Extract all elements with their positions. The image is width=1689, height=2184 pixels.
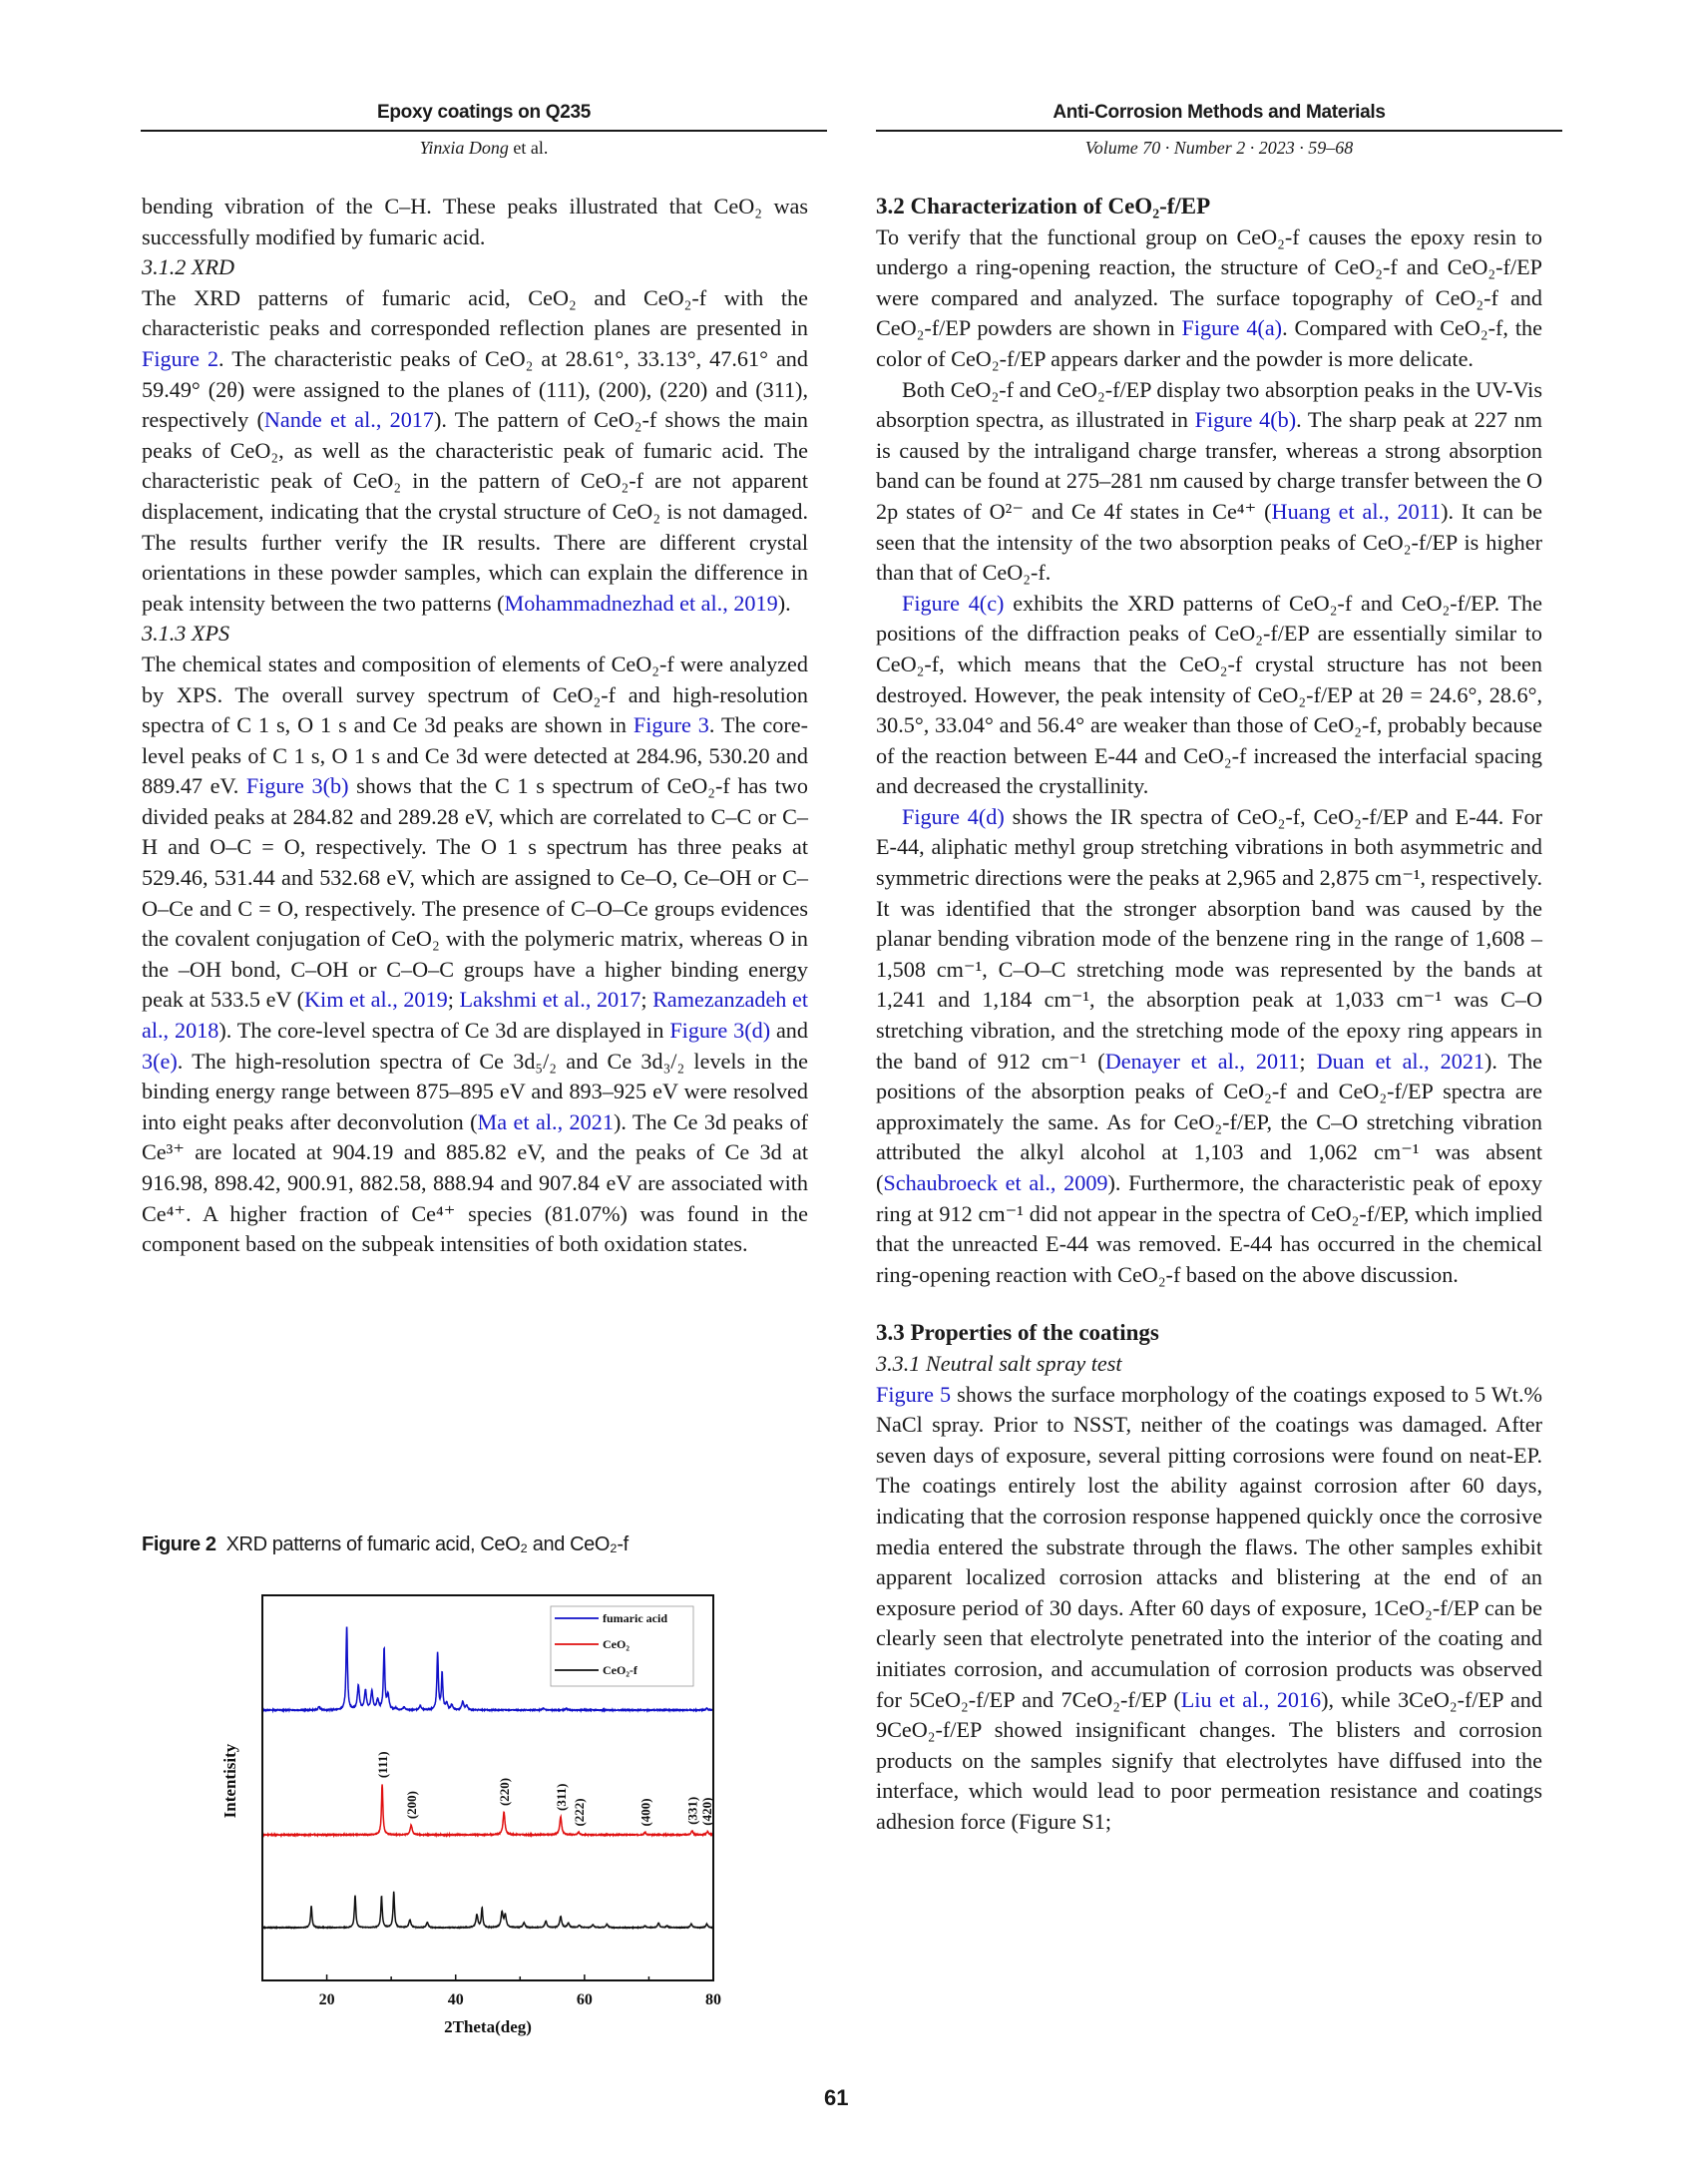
paragraph: Both CeO₂-f and CeO₂-f/EP display two absorption peaks in the UV-Vis absorption spectra, as illustrated in Figure 4(b). The sharp peak at 227 nm is caused by the intraligand charge transfer, whereas a strong absorption band can be found at 275–281 nm caused by charge transfer between the O 2p states of O²⁻ and Ce 4f states in Ce⁴⁺ (Huang et al., 2011). It can be seen that the intensity of the two absorption peaks of CeO₂-f/EP is higher than that of CeO₂-f. [876,376,1542,586]
legend-label: fumaric acid [603,1611,667,1625]
citation-link[interactable]: Liu et al., 2016 [1180,1686,1322,1712]
figure-link[interactable]: Figure 3(b) [245,773,349,799]
author-line: Yinxia Dong et al. [419,138,549,158]
figure-link[interactable]: Figure 5 [876,1381,952,1407]
series-line-2 [262,1892,713,1929]
figure-link[interactable]: Figure 3(d) [669,1018,771,1044]
peak-label: (222) [572,1798,588,1827]
citation-link[interactable]: Nande et al., 2017 [263,407,434,433]
citation-link[interactable]: Schaubroeck et al., 2009 [883,1170,1108,1195]
figure-link[interactable]: Figure 4(c) [902,590,1005,616]
figure-caption-text: XRD patterns of fumaric acid, CeO₂ and CeO₂-f [225,1533,629,1555]
right-column [876,192,1542,1837]
x-tick-label: 20 [318,1991,335,2008]
subsection-heading-3-3-1: 3.3.1 Neutral salt spray test [876,1350,1122,1376]
citation-link[interactable]: Ramezanzadeh et al., 2018 [142,987,808,1044]
paragraph-xrd: The XRD patterns of fumaric acid, CeO₂ and CeO₂-f with the characteristic peaks and corresponded reflection planes are presented in Figure 2. The characteristic peaks of CeO₂ at 28.61°, 33.13°, 47.61° and 59.49° (2θ) were assigned to the planes of (111), (200), (220) and (311), respectively (Nande et al., 2017). The pattern of CeO₂-f shows the main peaks of CeO₂, as well as the characteristic peak of fumaric acid. The characteristic peak of CeO₂ in the pattern of CeO₂-f are not apparent displacement, indicating that the crystal structure of CeO₂ is not damaged. The results further verify the IR results. There are different crystal orientations in these powder samples, which can explain the difference in peak intensity between the two patterns (Mohammadnezhad et al., 2019). [142,284,809,616]
citation-link[interactable]: Kim et al., 2019 [304,987,448,1013]
y-axis-label: Intentisity [220,1743,239,1819]
x-tick-label: 60 [576,1991,593,2008]
left-column [142,192,808,1260]
figure-link[interactable]: Figure 2 [142,345,219,371]
figure-label: Figure 2 [142,1533,216,1555]
section-heading-3-3: 3.3 Properties of the coatings [876,1320,1159,1346]
legend [551,1606,693,1686]
paragraph-xps: The chemical states and composition of elements of CeO₂-f were analyzed by XPS. The overall survey spectrum of CeO₂-f and high-resolution spectra of C 1 s, O 1 s and Ce 3d peaks are shown in Figure 3. The core-level peaks of C 1 s, O 1 s and Ce 3d were detected at 284.96, 530.20 and 889.47 eV. Figure 3(b) shows that the C 1 s spectrum of CeO₂-f has two divided peaks at 284.82 and 289.28 eV, which are correlated to C–C or C–H and O–C = O, respectively. The O 1 s spectrum has three peaks at 529.46, 531.44 and 532.68 eV, which are assigned to Ce–O, Ce–OH or C–O–Ce and C = O, respectively. The presence of C–O–Ce groups evidences the covalent conjugation of CeO₂ with the polymeric matrix, whereas O in the –OH bond, C–OH or C–O–C groups have a higher binding energy peak at 533.5 eV (Kim et al., 2019; Lakshmi et al., 2017; Ramezanzadeh et al., 2018). The core-level spectra of Ce 3d are displayed in Figure 3(d) and 3(e). The high-resolution spectra of Ce 3d₅/₂ and Ce 3d₃/₂ levels in the binding energy range between 875–895 eV and 893–925 eV were resolved into eight peaks after deconvolution (Ma et al., 2021). The Ce 3d peaks of Ce³⁺ are located at 904.19 and 885.82 eV, and the peaks of Ce 3d at 916.98, 898.42, 900.91, 882.58, 888.94 and 907.84 eV are associated with Ce⁴⁺. A higher fraction of Ce⁴⁺ species (81.07%) was found in the component based on the subpeak intensities of both oxidation states. [142,651,808,1257]
citation-link[interactable]: Huang et al., 2011 [1271,498,1442,524]
citation-link[interactable]: Lakshmi et al., 2017 [459,987,641,1013]
peak-label: (331) [684,1796,700,1825]
figure-link[interactable]: Figure 4(d) [902,803,1005,829]
citation-link[interactable]: Denayer et al., 2011 [1104,1048,1300,1074]
paragraph: bending vibration of the C–H. These peaks illustrated that CeO₂ was successfully modified by fumaric acid. [142,194,808,249]
running-header-left [141,102,827,159]
peak-label: (220) [497,1777,513,1807]
x-tick-label: 40 [447,1991,464,2008]
peak-label: (311) [553,1783,569,1811]
peak-label: (400) [637,1798,653,1827]
figure-link[interactable]: 3(e) [142,1048,178,1074]
section-heading-3-2: 3.2 Characterization of CeO₂-f/EP [876,194,1211,218]
journal-title: Anti-Corrosion Methods and Materials [876,102,1562,132]
subsection-heading-xps: 3.1.3 XPS [142,621,230,647]
x-axis-label: 2Theta(deg) [444,2017,532,2036]
citation-link[interactable]: Duan et al., 2021 [1316,1048,1485,1074]
short-title: Epoxy coatings on Q235 [141,102,827,132]
paragraph: To verify that the functional group on CeO₂-f causes the epoxy resin to undergo a ring-opening reaction, the structure of CeO₂-f and CeO₂-f/EP were compared and analyzed. The surface topography of CeO₂-f and CeO₂-f/EP powders are shown in Figure 4(a). Compared with CeO₂-f, the color of CeO₂-f/EP appears darker and the powder is more delicate. [876,223,1542,371]
peak-label: (420) [698,1797,714,1826]
paragraph: Figure 5 shows the surface morphology of the coatings exposed to 5 Wt.% NaCl spray. Prior to NSST, neither of the coatings was damaged. After seven days of exposure, several pitting corrosions were found on neat-EP. The coatings entirely lost the ability against corrosion after 60 days, indicating that the corrosion response happened quickly once the corrosive media entered the substrate through the flaws. The other samples exhibit apparent localized corrosion attacks and blistering at the end of an exposure period of 30 days. After 60 days of exposure, 1CeO₂-f/EP can be clearly seen that electrolyte penetrated into the interior of the coating and initiates corrosion, and accumulation of corrosion products was observed for 5CeO₂-f/EP and 7CeO₂-f/EP (Liu et al., 2016), while 3CeO₂-f/EP and 9CeO₂-f/EP showed insignificant changes. The blisters and corrosion products on the samples signify that electrolytes have diffused into the interface, which would lead to poor permeation resistance and coatings adhesion force (Figure S1; [876,1381,1542,1834]
x-tick-label: 80 [705,1991,721,2008]
figure-link[interactable]: Figure 3 [633,712,709,738]
figure-link[interactable]: Figure 4(b) [1194,407,1297,433]
journal-meta: Volume 70 · Number 2 · 2023 · 59–68 [1084,138,1354,158]
legend-label: CeO₂ [603,1637,630,1651]
peak-label: (111) [375,1751,391,1779]
running-header-right [876,102,1562,159]
page-number: 61 [824,2085,849,2110]
paragraph: Figure 4(d) shows the IR spectra of CeO₂-f, CeO₂-f/EP and E-44. For E-44, aliphatic methyl group stretching vibrations in both asymmetric and symmetric directions were the peaks at 2,965 and 2,875 cm⁻¹, respectively. It was identified that the stronger absorption band was caused by the planar bending vibration mode of the benzene ring in the range of 1,608 – 1,508 cm⁻¹, C–O–C stretching mode was represented by the bands at 1,241 and 1,184 cm⁻¹, the absorption peak at 1,033 cm⁻¹ was C–O stretching vibration, and the stretching mode of the epoxy ring appears in the band of 912 cm⁻¹ (Denayer et al., 2011; Duan et al., 2021). The positions of the absorption peaks of CeO₂-f and CeO₂-f/EP spectra are approximately the same. As for CeO₂-f/EP, the C–O stretching vibration attributed the alkyl alcohol at 1,103 and 1,062 cm⁻¹ was absent (Schaubroeck et al., 2009). Furthermore, the characteristic peak of epoxy ring at 912 cm⁻¹ did not appear in the spectra of CeO₂-f/EP, which implied that the unreacted E-44 was removed. E-44 has occurred in the chemical ring-opening reaction with CeO₂-f based on the above discussion. [876,803,1543,1287]
citation-link[interactable]: Mohammadnezhad et al., 2019 [504,590,778,616]
citation-link[interactable]: Ma et al., 2021 [477,1108,614,1134]
figure-link[interactable]: Figure 4(a) [1181,315,1283,341]
xrd-chart [210,1576,728,2036]
subsection-heading-xrd: 3.1.2 XRD [142,254,235,280]
paragraph: Figure 4(c) exhibits the XRD patterns of CeO₂-f and CeO₂-f/EP. The positions of the diffraction peaks of CeO₂-f/EP are essentially similar to CeO₂-f, which means that the CeO₂-f crystal structure has not been destroyed. However, the peak intensity of CeO₂-f/EP at 2θ = 24.6°, 28.6°, 30.5°, 33.04° and 56.4° are weaker than those of CeO₂-f, probably because of the reaction between E-44 and CeO₂-f increased the interfacial spacing and decreased the crystallinity. [876,590,1543,799]
peak-label: (200) [404,1790,420,1820]
figure-caption [142,1533,629,1556]
legend-label: CeO₂-f [603,1663,637,1677]
